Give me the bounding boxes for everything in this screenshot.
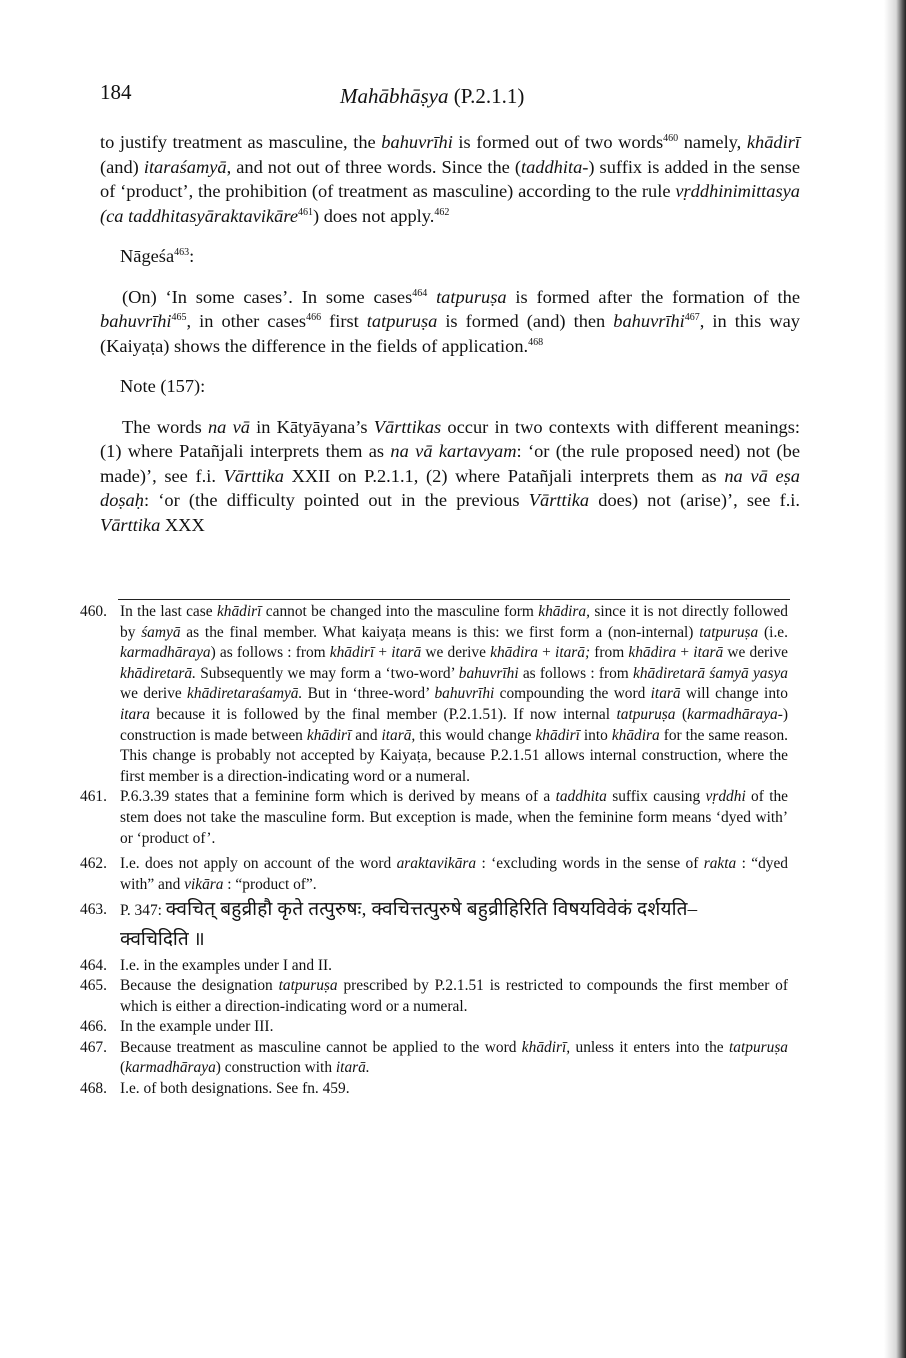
- footnote-ref-463[interactable]: 463: [174, 246, 190, 258]
- footnotes: [80, 602, 788, 1100]
- footnote-462: [80, 854, 788, 895]
- footnote-text: In the example under III.: [120, 1018, 274, 1036]
- running-title-italic: Mahābhāṣya: [340, 84, 449, 108]
- footnote-ref-461[interactable]: 461: [298, 206, 313, 218]
- footnote-number: 463.: [80, 901, 107, 919]
- footnote-468: [80, 1079, 788, 1100]
- footnote-ref-464[interactable]: 464: [412, 287, 428, 299]
- footnote-number: 460.: [80, 603, 107, 620]
- footnote-465: [80, 976, 788, 1017]
- footnote-text: P.6.3.39 states that a feminine form which is derived by means of a taddhita suffix causing vṛddhi of the stem does not take the masculine form. But exception is made, when the feminine form means ‘dyed with’ or ‘product of’.: [120, 788, 789, 847]
- footnote-466: [80, 1017, 788, 1038]
- footnote-text: I.e. in the examples under I and II.: [120, 956, 332, 974]
- footnote-text: I.e. does not apply on account of the word araktavikāra : ‘excluding words in the sense of rakta : “dyed with” and vikāra : “product of”.: [120, 855, 788, 893]
- scan-page-edge: [884, 0, 906, 1358]
- footnote-ref-468[interactable]: 468: [528, 336, 544, 348]
- footnote-text: P. 347: क्वचित् बहुव्रीहौ कृते तत्पुरुषः, क्वचित्तत्पुरुषे बहुव्रीहिरिति विषयविवेकं दर्शयति– क्वचिदिति ॥: [120, 900, 788, 950]
- paragraph-1: to justify treatment as masculine, the bahuvrīhi is formed out of two words$^{460}$ namely, khādirī (and) itaraśamyā, and not out of three words. Since the (taddhita-) suffix is added in the sense of ‘product’, the prohibition (of treatment as masculine) according to the rule vṛddhinimittasya (ca taddhitasyāraktavikāre$^{461}$) does not apply.$^{462}$: [100, 132, 800, 226]
- running-title: [340, 84, 524, 109]
- nagesa-heading: Nāgeśa$^{463}$:: [120, 246, 195, 266]
- footnote-464: [80, 956, 788, 977]
- footnote-number: 466.: [80, 1018, 107, 1036]
- footnote-number: 468.: [80, 1080, 107, 1098]
- footnote-ref-465[interactable]: 465: [171, 311, 187, 323]
- footnote-463: [80, 900, 788, 950]
- footnote-number: 464.: [80, 956, 107, 974]
- footnote-separator: [118, 599, 790, 600]
- footnote-text: Because treatment as masculine cannot be applied to the word khādirī, unless it enters into the tatpuruṣa (karmadhāraya) construction with itarā.: [120, 1038, 789, 1077]
- footnote-text: I.e. of both designations. See fn. 459.: [120, 1080, 350, 1098]
- running-title-ref: (P.2.1.1): [448, 84, 525, 108]
- footnote-460: [80, 602, 788, 787]
- page-header: [100, 76, 800, 116]
- footnote-number: 461.: [80, 788, 107, 806]
- page-number: 184: [100, 80, 132, 104]
- note-heading: Note (157):: [120, 376, 206, 396]
- footnote-text: Because the designation tatpuruṣa prescribed by P.2.1.51 is restricted to compounds the first member of which is either a direction-indicating word or a numeral.: [120, 977, 788, 1015]
- paragraph-3: The words na vā in Kātyāyana’s Vārttikas occur in two contexts with different meanings: (1) where Patañjali interprets them as na vā kartavyam: ‘or (the rule proposed need) not (be made)’, see f.i. Vārttika XXII on P.2.1.1, (2) where Patañjali interprets them as na vā eṣa doṣaḥ: ‘or (the difficulty pointed out in the previous Vārttika does) not (arise)’, see f.i. Vārttika XXX: [100, 416, 800, 535]
- footnote-number: 467.: [80, 1038, 107, 1056]
- footnote-ref-462[interactable]: 462: [434, 206, 450, 218]
- footnote-ref-466[interactable]: 466: [306, 311, 322, 323]
- paragraph-2: (On) ‘In some cases’. In some cases$^{464}$ tatpuruṣa is formed after the formation of the bahuvrīhi$^{465}$, in other cases$^{466}$ first tatpuruṣa is formed (and) then bahuvrīhi$^{467}$, in this way (Kaiyaṭa) shows the difference in the fields of application.$^{468}$: [100, 286, 800, 356]
- footnote-number: 465.: [80, 977, 107, 995]
- footnote-461: [80, 787, 788, 849]
- footnote-ref-460[interactable]: 460: [663, 132, 679, 144]
- footnote-ref-467[interactable]: 467: [684, 311, 700, 323]
- devanagari-quote: क्वचित् बहुव्रीहौ कृते तत्पुरुषः, क्वचित्तत्पुरुषे बहुव्रीहिरिति विषयविवेकं दर्शयति–: [165, 899, 698, 921]
- footnote-number: 462.: [80, 855, 107, 873]
- footnote-text: In the last case khādirī cannot be changed into the masculine form khādira, since it is not directly followed by śamyā as the final member. What kaiyaṭa means is this: we first form a (non-internal) tatpuruṣa (i.e. karmadhāraya) as follows : from khādirī + itarā we derive khādira + itarā; from khādira + itarā we derive khādiretarā. Subsequently we may form a ‘two-word’ bahuvrīhi as follows : from khādiretarā śamyā yasya we derive khādiretaraśamyā. But in ‘three-word’ bahuvrīhi compounding the word itarā will change into itara because it is followed by the final member (P.2.1.51). If now internal tatpuruṣa (karmadhāraya-) construction is made between khādirī and itarā, this would change khādirī into khādira for the same reason. This change is probably not accepted by Kaiyaṭa, because P.2.1.51 allows internal construction, where the first member is a direction-indicating word or a numeral.: [120, 603, 788, 785]
- footnote-467: [80, 1038, 788, 1079]
- main-text: [100, 130, 800, 537]
- devanagari-quote-end: क्वचिदिति ॥: [120, 928, 205, 950]
